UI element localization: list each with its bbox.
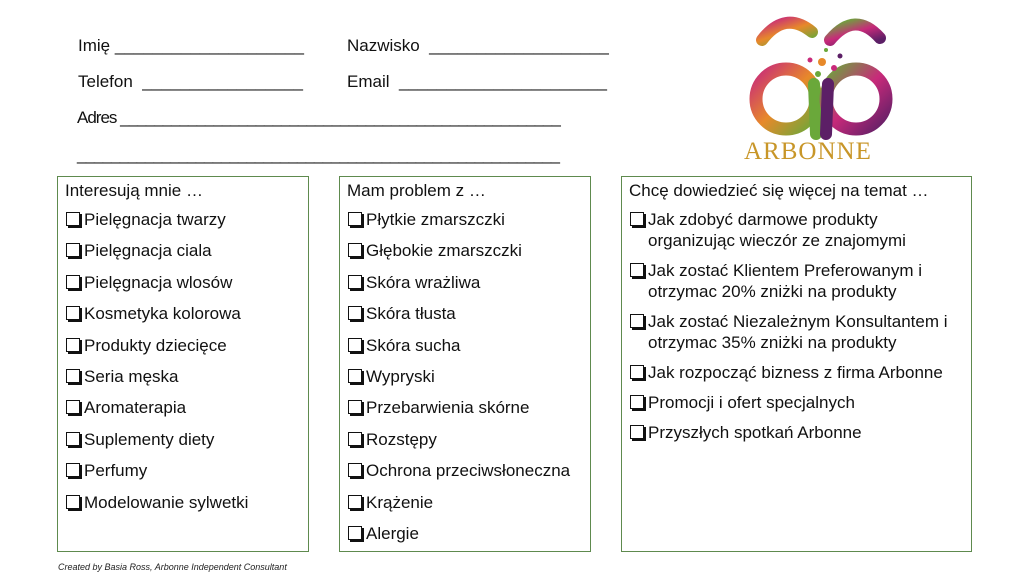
interests-title: Interesują mnie … (65, 181, 203, 200)
checkbox-icon[interactable] (348, 526, 362, 540)
interest-item[interactable]: Modelowanie sylwetki (65, 492, 302, 513)
checkbox-icon[interactable] (66, 212, 80, 226)
checkbox-icon[interactable] (348, 243, 362, 257)
topic-item[interactable]: Jak rozpocząć bizness z firma Arbonne (629, 362, 965, 383)
checkbox-icon[interactable] (348, 495, 362, 509)
problem-item[interactable]: Rozstępy (347, 429, 584, 450)
topic-item[interactable]: Przyszłych spotkań Arbonne (629, 422, 965, 443)
checkbox-icon[interactable] (66, 243, 80, 257)
checkbox-icon[interactable] (66, 495, 80, 509)
checkbox-icon[interactable] (66, 369, 80, 383)
interest-item[interactable]: Kosmetyka kolorowa (65, 303, 302, 324)
problems-title: Mam problem z … (347, 181, 486, 200)
problem-item[interactable]: Skóra tłusta (347, 303, 584, 324)
checkbox-icon[interactable] (348, 432, 362, 446)
checkbox-icon[interactable] (630, 314, 644, 328)
interest-item[interactable]: Produkty dziecięce (65, 335, 302, 356)
interest-item[interactable]: Aromaterapia (65, 397, 302, 418)
checkbox-icon[interactable] (630, 395, 644, 409)
phone-field[interactable]: Telefon _________________ (78, 72, 303, 91)
problem-item[interactable]: Skóra sucha (347, 335, 584, 356)
checkbox-icon[interactable] (630, 212, 644, 226)
checkbox-icon[interactable] (348, 212, 362, 226)
interest-item[interactable]: Seria męska (65, 366, 302, 387)
interests-box (57, 176, 309, 552)
problem-item[interactable]: Wypryski (347, 366, 584, 387)
interest-item[interactable]: Pielęgnacja ciala (65, 240, 302, 261)
problem-item[interactable]: Alergie (347, 523, 584, 544)
interest-item[interactable]: Suplementy diety (65, 429, 302, 450)
problem-item[interactable]: Ochrona przeciwsłoneczna (347, 460, 584, 481)
checkbox-icon[interactable] (66, 275, 80, 289)
problem-item[interactable]: Krążenie (347, 492, 584, 513)
checkbox-icon[interactable] (348, 306, 362, 320)
topic-item[interactable]: Jak zdobyć darmowe produkty organizując wieczór ze znajomymi (629, 209, 965, 251)
address-line-2[interactable]: _________________________________________________________ (77, 145, 559, 164)
checkbox-icon[interactable] (630, 425, 644, 439)
topic-item[interactable]: Jak zostać Klientem Preferowanym i otrzymac 20% zniżki na produkty (629, 260, 965, 302)
checkbox-icon[interactable] (630, 263, 644, 277)
checkbox-icon[interactable] (348, 400, 362, 414)
checkbox-icon[interactable] (348, 369, 362, 383)
checkbox-icon[interactable] (66, 463, 80, 477)
checkbox-icon[interactable] (66, 338, 80, 352)
interest-item[interactable]: Pielęgnacja twarzy (65, 209, 302, 230)
checkbox-icon[interactable] (348, 275, 362, 289)
topic-item[interactable]: Jak zostać Niezależnym Konsultantem i otrzymac 35% zniżki na produkty (629, 311, 965, 353)
brand-name: ARBONNE (744, 138, 872, 165)
learn-more-title: Chcę dowiedzieć się więcej na temat … (629, 181, 929, 200)
footer-credit: Created by Basia Ross, Arbonne Independent Consultant (58, 562, 287, 572)
problem-item[interactable]: Skóra wrażliwa (347, 272, 584, 293)
email-field[interactable]: Email ______________________ (347, 72, 607, 91)
checkbox-icon[interactable] (348, 338, 362, 352)
checkbox-icon[interactable] (66, 432, 80, 446)
checkbox-icon[interactable] (348, 463, 362, 477)
topic-item[interactable]: Promocji i ofert specjalnych (629, 392, 965, 413)
problems-box (339, 176, 591, 552)
checkbox-icon[interactable] (630, 365, 644, 379)
learn-more-box (621, 176, 972, 552)
problem-item[interactable]: Płytkie zmarszczki (347, 209, 584, 230)
checkbox-icon[interactable] (66, 400, 80, 414)
name-field[interactable]: Imię ____________________ (78, 36, 304, 55)
problem-item[interactable]: Głębokie zmarszczki (347, 240, 584, 261)
interest-item[interactable]: Perfumy (65, 460, 302, 481)
checkbox-icon[interactable] (66, 306, 80, 320)
surname-field[interactable]: Nazwisko ___________________ (347, 36, 609, 55)
problem-item[interactable]: Przebarwienia skórne (347, 397, 584, 418)
interest-item[interactable]: Pielęgnacja wlosów (65, 272, 302, 293)
address-field[interactable]: Adres ____________________________________________________ (77, 108, 560, 127)
